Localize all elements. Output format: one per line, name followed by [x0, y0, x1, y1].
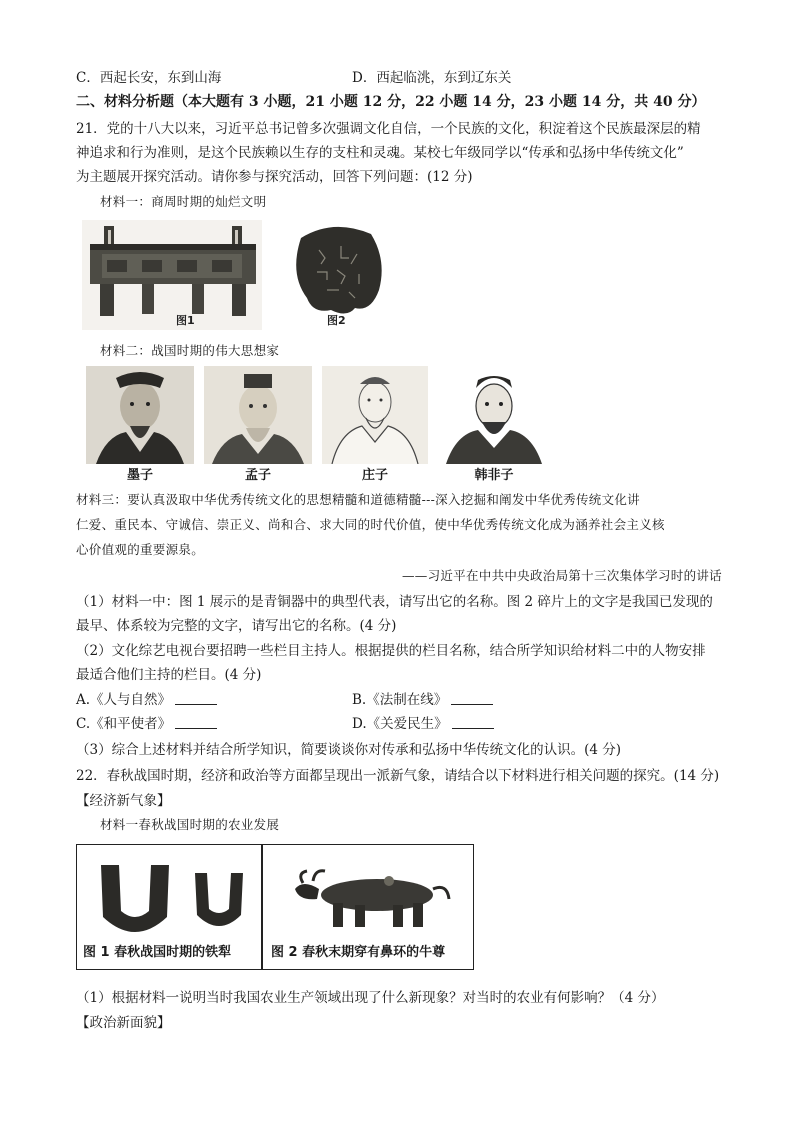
q21-option-b-label: B.《法制在线》 — [352, 692, 448, 708]
q21-option-c-label: C.《和平使者》 — [76, 716, 172, 732]
q21-material3-line2: 仁爱、重民本、守诚信、崇正义、尚和合、求大同的时代价值，使中华优秀传统文化成为涵养社会主义核 — [76, 517, 665, 532]
q22-sub1: （1）根据材料一说明当时我国农业生产领域出现了什么新现象？对当时的农业有何影响？（4 分） — [76, 990, 665, 1006]
q22-material1-title: 材料一春秋战国时期的农业发展 — [100, 817, 280, 832]
bronze-ding-image — [82, 220, 262, 330]
answer-blank-a[interactable] — [175, 692, 217, 705]
thinker-name-mozi: 墨子 — [126, 468, 153, 482]
q22-econ-heading: 【经济新气象】 — [76, 793, 171, 809]
iron-plough-image — [91, 859, 251, 937]
q20-option-d: D．西起临洮，东到辽东关 — [352, 70, 512, 86]
ox-zun-caption: 图 2 春秋末期穿有鼻环的牛尊 — [271, 945, 446, 960]
q21-sub3: （3）综合上述材料并结合所学知识，简要谈谈你对传承和弘扬中华传统文化的认识。(4 分) — [76, 742, 622, 758]
q22-politics-heading: 【政治新面貌】 — [76, 1015, 171, 1031]
q21-sub1-line2: 最早、体系较为完整的文字，请写出它的名称。(4 分) — [76, 618, 397, 634]
q22-figure-box — [76, 844, 474, 970]
q21-stem-line1: 21．党的十八大以来，习近平总书记曾多次强调文化自信，一个民族的文化，积淀着这个民族最深层的精 — [76, 121, 701, 137]
figure-divider — [261, 845, 263, 969]
thinker-name-zhuangzi: 庄子 — [361, 468, 388, 482]
mengzi-portrait — [204, 366, 312, 482]
answer-blank-b[interactable] — [451, 692, 493, 705]
q21-option-d — [352, 712, 494, 732]
ox-zun-image — [289, 859, 459, 937]
answer-blank-d[interactable] — [452, 716, 494, 729]
q21-stem-line3: 为主题展开探究活动。请你参与探究活动，回答下列问题：(12 分) — [76, 169, 473, 185]
fig2-label: 图2 — [327, 314, 346, 327]
q21-sub2-line2: 最适合他们主持的栏目。(4 分) — [76, 667, 262, 683]
q21-sub1-line1: （1）材料一中：图 1 展示的是青铜器中的典型代表，请写出它的名称。图 2 碎片上的文字是我国已发现的 — [76, 594, 713, 610]
q21-stem-line2: 神追求和行为准则，是这个民族赖以生存的支柱和灵魂。某校七年级同学以“传承和弘扬中华传统文化” — [76, 145, 684, 161]
q21-material3-line1: 材料三：要认真汲取中华优秀传统文化的思想精髓和道德精髓---深入挖掘和阐发中华优秀传统文化讲 — [76, 492, 640, 507]
q21-option-c — [76, 712, 217, 732]
q21-material3-line3: 心价值观的重要源泉。 — [76, 542, 205, 557]
thinker-name-mengzi: 孟子 — [244, 468, 271, 482]
answer-blank-c[interactable] — [175, 716, 217, 729]
hanfeizi-portrait — [438, 366, 550, 482]
q21-sub2-line1: （2）文化综艺电视台要招聘一些栏目主持人。根据提供的栏目名称，结合所学知识给材料二中的人物安排 — [76, 643, 706, 659]
zhuangzi-portrait — [322, 366, 428, 482]
q21-option-a — [76, 688, 217, 708]
q20-option-c: C．西起长安，东到山海 — [76, 70, 222, 86]
section-heading: 二、材料分析题（本大题有 3 小题，21 小题 12 分，22 小题 14 分，23 小题 14 分，共 40 分） — [76, 94, 706, 110]
q21-material2-title: 材料二：战国时期的伟大思想家 — [100, 343, 280, 358]
q22-stem: 22．春秋战国时期，经济和政治等方面都呈现出一派新气象，请结合以下材料进行相关问题的探究。(14 分) — [76, 768, 720, 784]
oracle-bone-image — [283, 220, 393, 330]
mozi-portrait — [86, 366, 194, 482]
fig1-label: 图1 — [176, 314, 195, 327]
q21-material3-source: ——习近平在中共中央政治局第十三次集体学习时的讲话 — [401, 568, 722, 583]
thinker-name-hanfeizi: 韩非子 — [474, 468, 514, 482]
q21-material1-title: 材料一：商周时期的灿烂文明 — [100, 194, 267, 209]
q21-option-b — [352, 688, 493, 708]
q21-option-d-label: D.《关爱民生》 — [352, 716, 448, 732]
iron-plough-caption: 图 1 春秋战国时期的铁犁 — [83, 945, 232, 960]
q21-option-a-label: A.《人与自然》 — [76, 692, 172, 708]
